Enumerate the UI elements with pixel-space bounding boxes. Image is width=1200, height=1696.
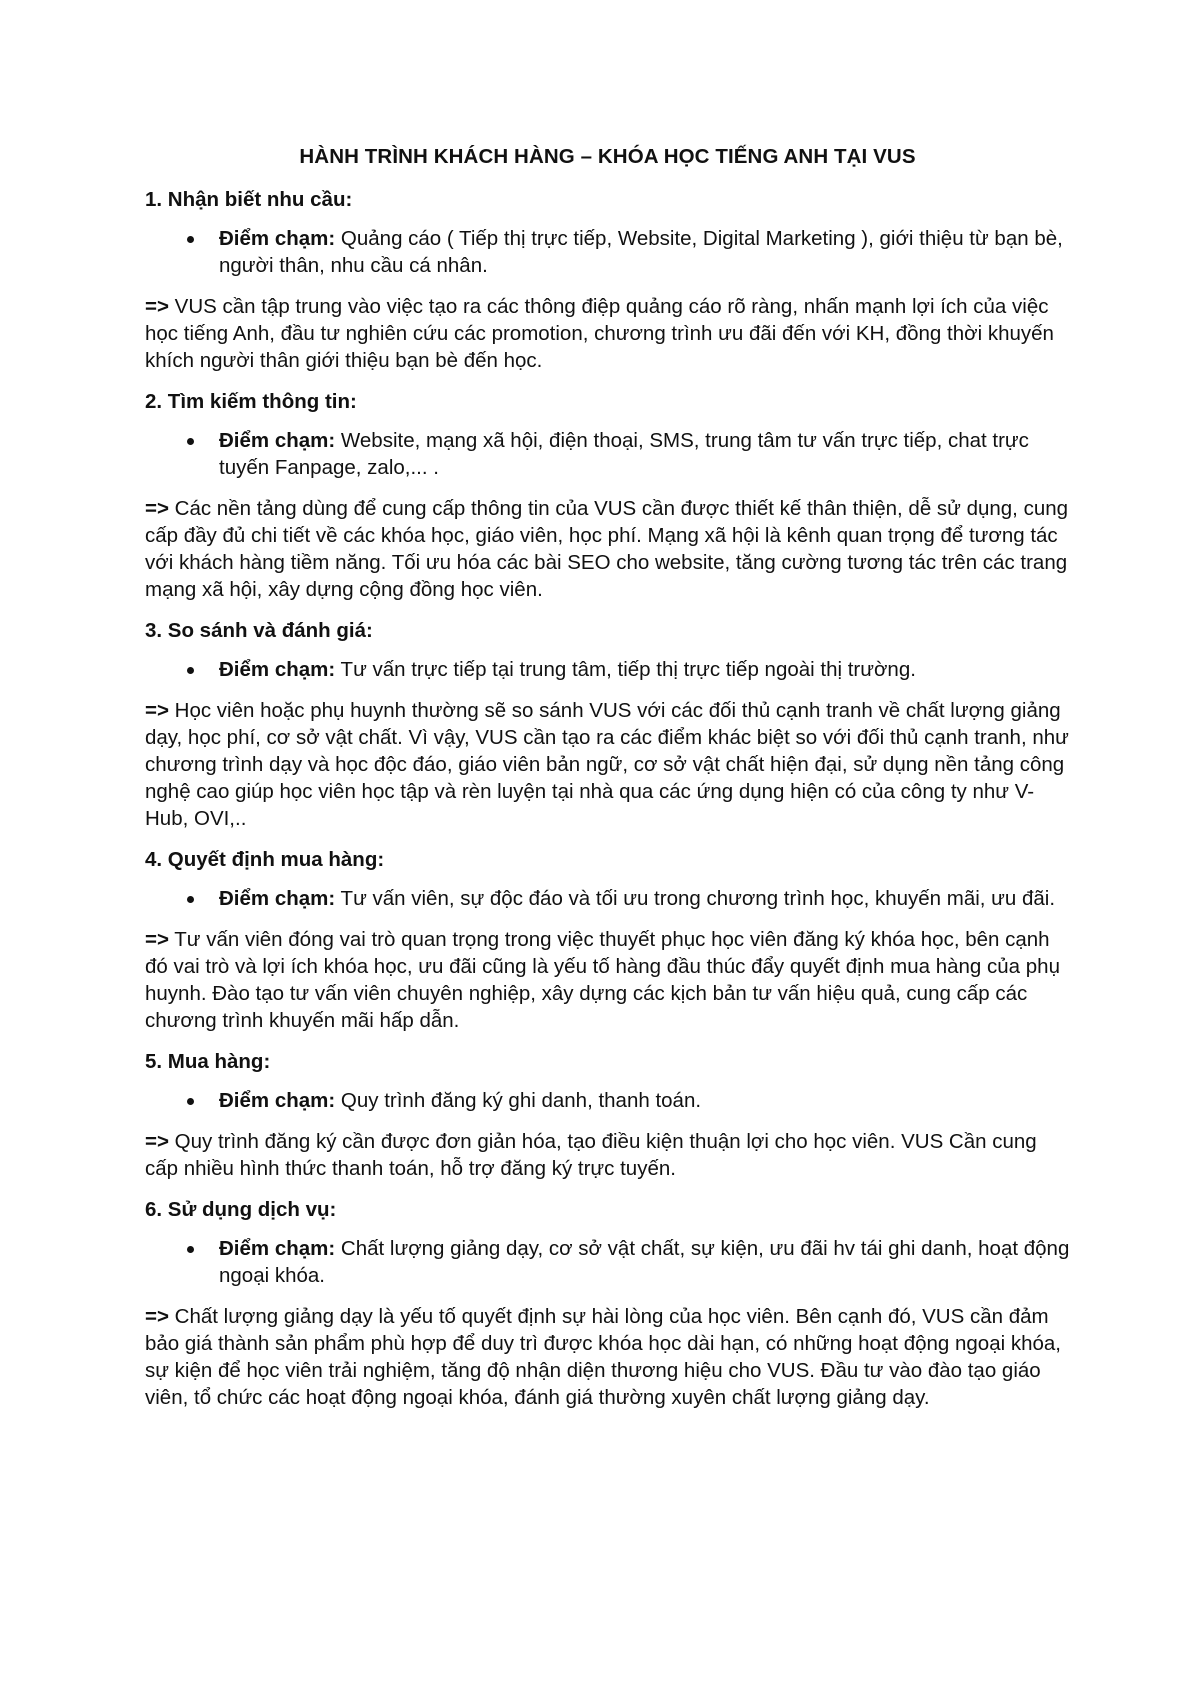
touchpoint-list [145,656,1070,683]
conclusion-paragraph [145,926,1070,1034]
conclusion-paragraph [145,293,1070,374]
arrow-marker: => [145,699,169,722]
touchpoint-text: Chất lượng giảng dạy, cơ sở vật chất, sự kiện, ưu đãi hv tái ghi danh, hoạt động ngoại khóa. [219,1237,1070,1287]
touchpoint-label: Điểm chạm: [219,887,336,910]
arrow-marker: => [145,1130,169,1153]
section-1 [145,186,1070,374]
arrow-marker: => [145,295,169,318]
touchpoint-label: Điểm chạm: [219,658,336,681]
section-heading: 6. Sử dụng dịch vụ: [145,1198,337,1221]
touchpoint-list [145,1235,1070,1289]
touchpoint-list [145,427,1070,481]
touchpoint-label: Điểm chạm: [219,429,336,452]
conclusion-text: Các nền tảng dùng để cung cấp thông tin của VUS cần được thiết kế thân thiện, dễ sử dụng, cung cấp đầy đủ chi tiết về các khóa học, giáo viên, học phí. Mạng xã hội là kênh quan trọng để tương tác với khách hàng tiềm năng. Tối ưu hóa các bài SEO cho website, tăng cường tương tác trên các trang mạng xã hội, xây dựng cộng đồng học viên. [145,497,1069,601]
touchpoint-item [145,656,1070,683]
section-5 [145,1048,1070,1182]
touchpoint-label: Điểm chạm: [219,1089,336,1112]
touchpoint-text: Website, mạng xã hội, điện thoại, SMS, trung tâm tư vấn trực tiếp, chat trực tuyến Fanpage, zalo,... . [219,429,1029,479]
touchpoint-item [145,1087,1070,1114]
bullet-icon [187,1098,194,1105]
section-6 [145,1196,1070,1411]
touchpoint-label: Điểm chạm: [219,1237,336,1260]
touchpoint-item [145,225,1070,279]
touchpoint-text: Quy trình đăng ký ghi danh, thanh toán. [335,1089,702,1112]
section-heading: 2. Tìm kiếm thông tin: [145,390,357,413]
bullet-icon [187,438,194,445]
document-page [145,143,1070,1425]
touchpoint-label: Điểm chạm: [219,227,336,250]
conclusion-text: VUS cần tập trung vào việc tạo ra các thông điệp quảng cáo rõ ràng, nhấn mạnh lợi ích của việc học tiếng Anh, đầu tư nghiên cứu các promotion, chương trình ưu đãi đến với KH, đồng thời khuyến khích người thân giới thiệu bạn bè đến học. [145,295,1054,372]
touchpoint-list [145,225,1070,279]
bullet-icon [187,236,194,243]
touchpoint-text: Quảng cáo ( Tiếp thị trực tiếp, Website, Digital Marketing ), giới thiệu từ bạn bè, người thân, nhu cầu cá nhân. [219,227,1063,277]
section-heading: 4. Quyết định mua hàng: [145,848,385,871]
arrow-marker: => [145,928,169,951]
conclusion-text: Tư vấn viên đóng vai trò quan trọng trong việc thuyết phục học viên đăng ký khóa học, bên cạnh đó vai trò và lợi ích khóa học, ưu đãi cũng là yếu tố hàng đầu thúc đẩy quyết định mua hàng của phụ huynh. Đào tạo tư vấn viên chuyên nghiệp, xây dựng các kịch bản tư vấn hiệu quả, cung cấp các chương trình khuyến mãi hấp dẫn. [145,928,1060,1032]
section-heading: 1. Nhận biết nhu cầu: [145,188,353,211]
touchpoint-list [145,885,1070,912]
conclusion-paragraph [145,1128,1070,1182]
touchpoint-item [145,427,1070,481]
touchpoint-list [145,1087,1070,1114]
bullet-icon [187,896,194,903]
conclusion-paragraph [145,1303,1070,1411]
touchpoint-item [145,1235,1070,1289]
touchpoint-text: Tư vấn trực tiếp tại trung tâm, tiếp thị trực tiếp ngoài thị trường. [335,658,916,681]
touchpoint-text: Tư vấn viên, sự độc đáo và tối ưu trong chương trình học, khuyến mãi, ưu đãi. [335,887,1056,910]
conclusion-text: Học viên hoặc phụ huynh thường sẽ so sánh VUS với các đối thủ cạnh tranh về chất lượng giảng dạy, học phí, cơ sở vật chất. Vì vậy, VUS cần tạo ra các điểm khác biệt so với đối thủ cạnh tranh, như chương trình dạy và học độc đáo, giáo viên bản ngữ, cơ sở vật chất hiện đại, sử dụng nền tảng công nghệ cao giúp học viên học tập và rèn luyện tại nhà qua các ứng dụng hiện có của công ty như V-Hub, OVI,.. [145,699,1069,830]
bullet-icon [187,667,194,674]
arrow-marker: => [145,1305,169,1328]
section-3 [145,617,1070,832]
conclusion-paragraph [145,697,1070,832]
document-title: HÀNH TRÌNH KHÁCH HÀNG – KHÓA HỌC TIẾNG ANH TẠI VUS [299,145,916,168]
arrow-marker: => [145,497,169,520]
section-heading: 5. Mua hàng: [145,1050,271,1073]
conclusion-text: Quy trình đăng ký cần được đơn giản hóa, tạo điều kiện thuận lợi cho học viên. VUS Cần cung cấp nhiều hình thức thanh toán, hỗ trợ đăng ký trực tuyến. [145,1130,1037,1180]
conclusion-text: Chất lượng giảng dạy là yếu tố quyết định sự hài lòng của học viên. Bên cạnh đó, VUS cần đảm bảo giá thành sản phẩm phù hợp để duy trì được khóa học dài hạn, có những hoạt động ngoại khóa, sự kiện để học viên trải nghiệm, tăng độ nhận diện thương hiệu cho VUS. Đầu tư vào đào tạo giáo viên, tổ chức các hoạt động ngoại khóa, đánh giá thường xuyên chất lượng giảng dạy. [145,1305,1061,1409]
section-4 [145,846,1070,1034]
conclusion-paragraph [145,495,1070,603]
bullet-icon [187,1246,194,1253]
section-2 [145,388,1070,603]
touchpoint-item [145,885,1070,912]
section-heading: 3. So sánh và đánh giá: [145,619,373,642]
